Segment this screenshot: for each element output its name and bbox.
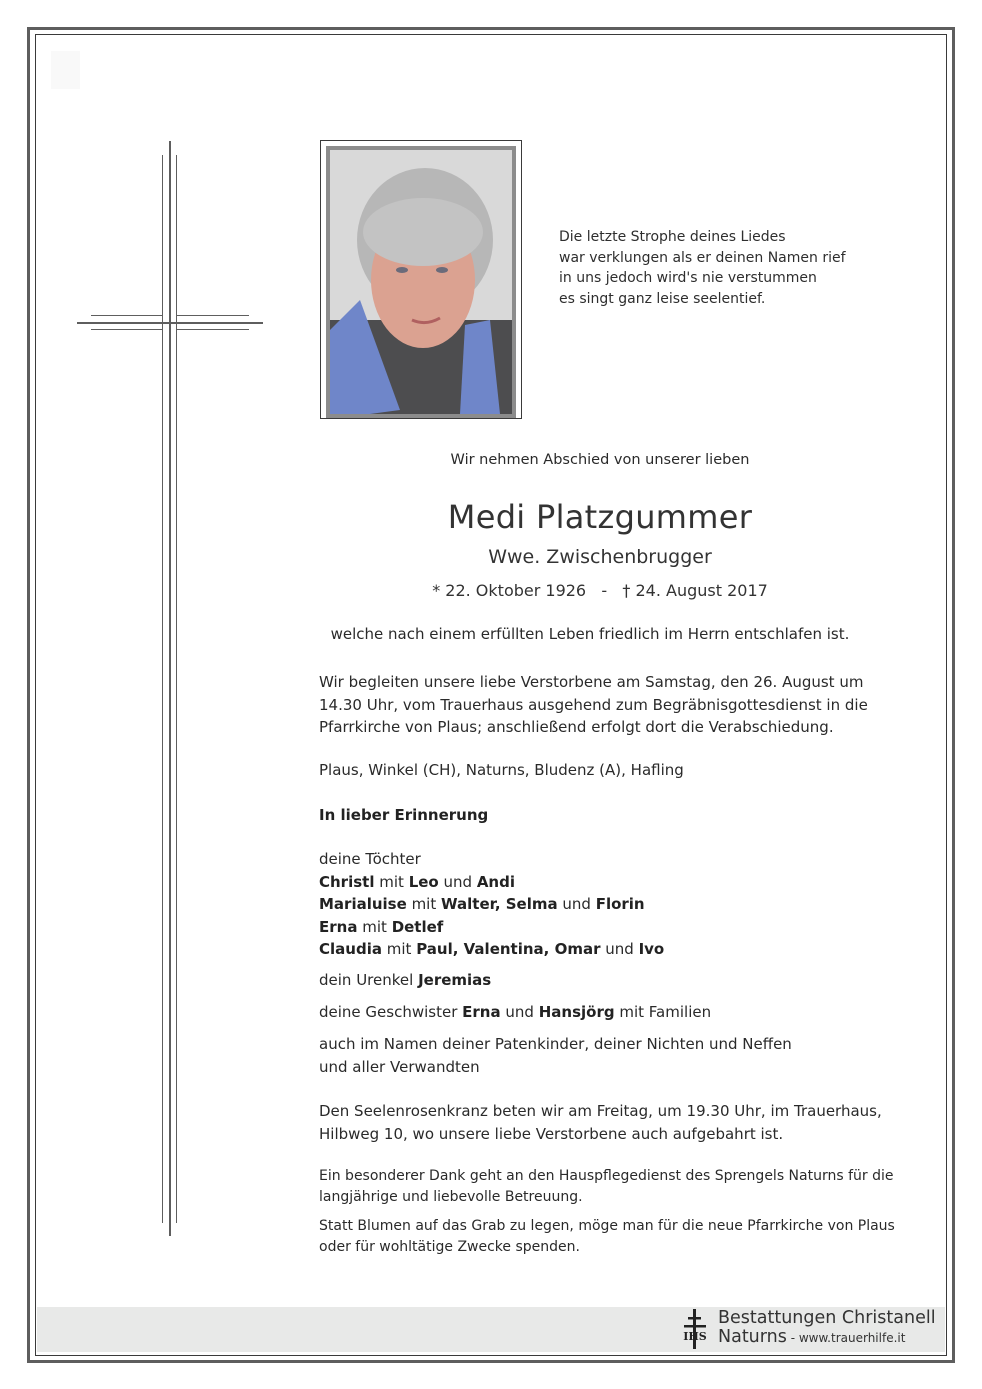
places: Plaus, Winkel (CH), Naturns, Bludenz (A), Hafling — [319, 761, 684, 779]
greatgrandchild: dein Urenkel Jeremias — [319, 971, 492, 989]
daughters — [319, 871, 889, 961]
donation: Statt Blumen auf das Grab zu legen, möge man für die neue Pfarrkirche von Plaus oder für wohltätige Zwecke spenden. — [319, 1218, 895, 1255]
daughters-list — [319, 848, 889, 961]
poem-line: Die letzte Strophe deines Liedes — [559, 229, 786, 245]
rosary-info: Den Seelenrosenkranz beten wir am Freitag, um 19.30 Uhr, im Trauerhaus, Hilbweg 10, wo unsere liebe Verstorbene auch aufgebahrt ist. — [319, 1102, 882, 1143]
poem-line: in uns jedoch wird's nie verstummen — [559, 270, 817, 286]
daughter-line: Erna mit Detlef — [319, 917, 444, 936]
intro-text: Wir nehmen Abschied von unserer lieben — [450, 452, 750, 468]
daughters-label: deine Töchter — [319, 850, 421, 868]
funeral-info — [319, 671, 889, 739]
life-dates: * 22. Oktober 1926 - † 24. August 2017 — [432, 581, 768, 600]
funeral-line: Wir begleiten unsere liebe Verstorbene am Samstag, den 26. August um — [319, 673, 864, 691]
funeral-home-logo-icon — [680, 1308, 710, 1350]
company-name: Bestattungen Christanell — [718, 1308, 936, 1328]
corner-mark — [51, 51, 80, 89]
poem-line: war verklungen als er deinen Namen rief — [559, 249, 846, 266]
maiden-name: Wwe. Zwischenbrugger — [488, 546, 712, 568]
memory-heading: In lieber Erinnerung — [319, 806, 489, 824]
daughter-line: Marialuise mit Walter, Selma und Florin — [319, 895, 645, 913]
poem — [559, 227, 846, 309]
poem-line: es singt ganz leise seelentief. — [559, 290, 766, 307]
funeral-line: Pfarrkirche von Plaus; anschließend erfolgt dort die Verabschiedung. — [319, 718, 834, 736]
thanks: Ein besonderer Dank geht an den Hauspflegedienst des Sprengels Naturns für die langjährige und liebevolle Betreuung. — [319, 1168, 894, 1205]
company-url[interactable]: www.trauerhilfe.it — [798, 1331, 906, 1345]
funeral-home: Bestattungen Christanell Naturns - www.trauerhilfe.it — [718, 1308, 936, 1347]
portrait-image — [330, 150, 512, 414]
svg-text:IHS: IHS — [683, 1330, 707, 1343]
portrait-photo — [320, 140, 522, 419]
daughter-line: Claudia mit Paul, Valentina, Omar und Ivo — [319, 940, 665, 958]
passing-text: welche nach einem erfüllten Leben friedlich im Herrn entschlafen ist. — [330, 625, 850, 643]
relatives: auch im Namen deiner Patenkinder, deiner Nichten und Neffen und aller Verwandten — [319, 1035, 792, 1076]
funeral-line: 14.30 Uhr, vom Trauerhaus ausgehend zum Begräbnisgottesdienst in die — [319, 695, 868, 714]
company-town: Naturns — [718, 1327, 787, 1347]
deceased-name: Medi Platzgummer — [447, 498, 753, 536]
daughter-line: Christl mit Leo und Andi — [319, 872, 515, 891]
siblings: deine Geschwister Erna und Hansjörg mit Familien — [319, 1003, 712, 1021]
